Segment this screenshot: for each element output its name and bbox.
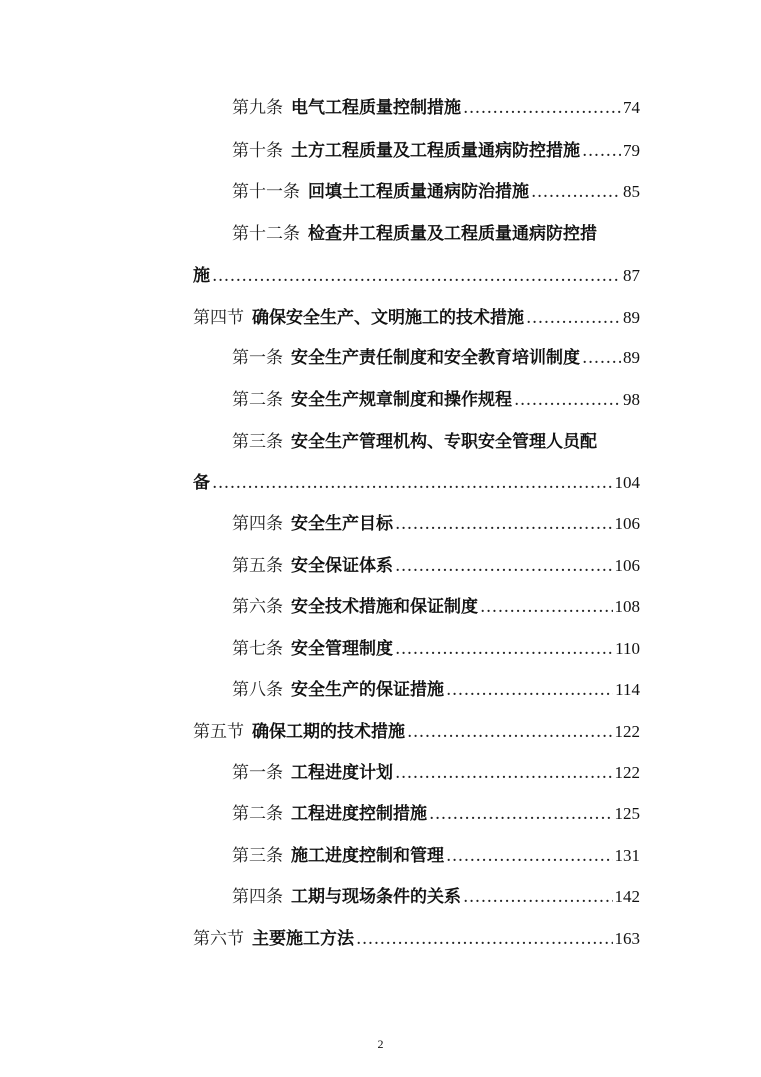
- dot-leader: [395, 512, 613, 536]
- entry-page: 122: [614, 722, 640, 741]
- toc-entry[interactable]: [232, 802, 640, 826]
- dot-leader: [407, 720, 613, 744]
- dot-leader: [446, 844, 613, 868]
- entry-page: 106: [614, 556, 640, 575]
- entry-page: 108: [614, 597, 640, 616]
- entry-title-cont: 施: [193, 266, 210, 286]
- entry-title: 安全生产责任制度和安全教育培训制度: [291, 348, 580, 368]
- entry-title: 安全技术措施和保证制度: [291, 597, 478, 617]
- entry-label: 第四条: [232, 887, 283, 907]
- toc-entry-continuation[interactable]: [193, 471, 640, 495]
- entry-label: 第一条: [232, 348, 283, 368]
- dot-leader: [446, 678, 613, 702]
- dot-leader: [429, 802, 613, 826]
- entry-title: 安全生产目标: [291, 514, 393, 534]
- toc-entry[interactable]: [232, 388, 640, 412]
- entry-label: 第一条: [232, 763, 283, 783]
- entry-label: 第九条: [232, 98, 283, 118]
- entry-label: 第七条: [232, 639, 283, 659]
- dot-leader: [514, 388, 621, 412]
- entry-title: 工程进度计划: [291, 763, 393, 783]
- entry-title: 安全管理制度: [291, 639, 393, 659]
- entry-title: 安全生产规章制度和操作规程: [291, 390, 512, 410]
- dot-leader: [212, 471, 613, 495]
- toc-entry[interactable]: [232, 595, 640, 619]
- entry-page: 131: [614, 846, 640, 865]
- entry-title: 回填土工程质量通病防治措施: [308, 182, 529, 202]
- entry-page: 85: [623, 182, 640, 201]
- dot-leader: [463, 96, 621, 120]
- entry-page: 104: [614, 473, 640, 492]
- toc-entry[interactable]: [232, 222, 640, 246]
- entry-label: 第十一条: [232, 182, 300, 202]
- entry-title: 确保安全生产、文明施工的技术措施: [252, 308, 524, 328]
- entry-page: 74: [623, 98, 640, 117]
- toc-entry-continuation[interactable]: [193, 264, 640, 288]
- entry-label: 第五节: [193, 722, 244, 742]
- entry-title: 主要施工方法: [252, 929, 354, 949]
- dot-leader: [395, 637, 613, 661]
- entry-page: 114: [615, 680, 640, 699]
- entry-page: 125: [614, 804, 640, 823]
- toc-entry[interactable]: [232, 96, 640, 120]
- toc-entry[interactable]: [232, 180, 640, 204]
- entry-page: 106: [614, 514, 640, 533]
- toc-entry[interactable]: [232, 844, 640, 868]
- entry-page: 163: [614, 929, 640, 948]
- toc-entry[interactable]: [232, 554, 640, 578]
- entry-label: 第十条: [232, 141, 283, 161]
- entry-label: 第十二条: [232, 224, 300, 244]
- entry-title: 土方工程质量及工程质量通病防控措施: [291, 141, 580, 161]
- toc-entry[interactable]: [232, 637, 640, 661]
- dot-leader: [356, 927, 613, 951]
- toc-section[interactable]: [193, 306, 640, 330]
- entry-page: 122: [614, 763, 640, 782]
- entry-label: 第二条: [232, 390, 283, 410]
- dot-leader: [212, 264, 621, 288]
- entry-label: 第六条: [232, 597, 283, 617]
- entry-label: 第四条: [232, 514, 283, 534]
- dot-leader: [582, 139, 621, 163]
- entry-label: 第三条: [232, 432, 283, 452]
- toc-entry[interactable]: [232, 512, 640, 536]
- entry-title: 安全保证体系: [291, 556, 393, 576]
- toc-entry[interactable]: [232, 346, 640, 370]
- entry-title: 工期与现场条件的关系: [291, 887, 461, 907]
- entry-page: 89: [623, 348, 640, 367]
- entry-label: 第八条: [232, 680, 283, 700]
- toc-entry[interactable]: [232, 678, 640, 702]
- page-number: 2: [377, 1037, 384, 1051]
- entry-title: 检查井工程质量及工程质量通病防控措: [308, 224, 597, 244]
- toc-section[interactable]: [193, 720, 640, 744]
- entry-title: 安全生产的保证措施: [291, 680, 444, 700]
- entry-title: 施工进度控制和管理: [291, 846, 444, 866]
- entry-label: 第四节: [193, 308, 244, 328]
- entry-page: 98: [623, 390, 640, 409]
- entry-title: 安全生产管理机构、专职安全管理人员配: [291, 432, 597, 452]
- entry-label: 第六节: [193, 929, 244, 949]
- toc-entry[interactable]: [232, 885, 640, 909]
- dot-leader: [395, 761, 613, 785]
- entry-page: 79: [623, 141, 640, 160]
- entry-label: 第三条: [232, 846, 283, 866]
- toc-entry[interactable]: [232, 761, 640, 785]
- entry-label: 第五条: [232, 556, 283, 576]
- entry-page: 89: [623, 308, 640, 327]
- dot-leader: [395, 554, 613, 578]
- dot-leader: [463, 885, 613, 909]
- entry-page: 87: [623, 266, 640, 285]
- entry-title: 确保工期的技术措施: [252, 722, 405, 742]
- dot-leader: [480, 595, 613, 619]
- dot-leader: [531, 180, 621, 204]
- entry-page: 142: [614, 887, 640, 906]
- toc-entry[interactable]: [232, 430, 640, 454]
- entry-title: 工程进度控制措施: [291, 804, 427, 824]
- entry-title: 电气工程质量控制措施: [291, 98, 461, 118]
- dot-leader: [526, 306, 621, 330]
- entry-title-cont: 备: [193, 473, 210, 493]
- dot-leader: [582, 346, 621, 370]
- toc-entry[interactable]: [232, 139, 640, 163]
- entry-page: 110: [615, 639, 640, 658]
- entry-label: 第二条: [232, 804, 283, 824]
- toc-section[interactable]: [193, 927, 640, 951]
